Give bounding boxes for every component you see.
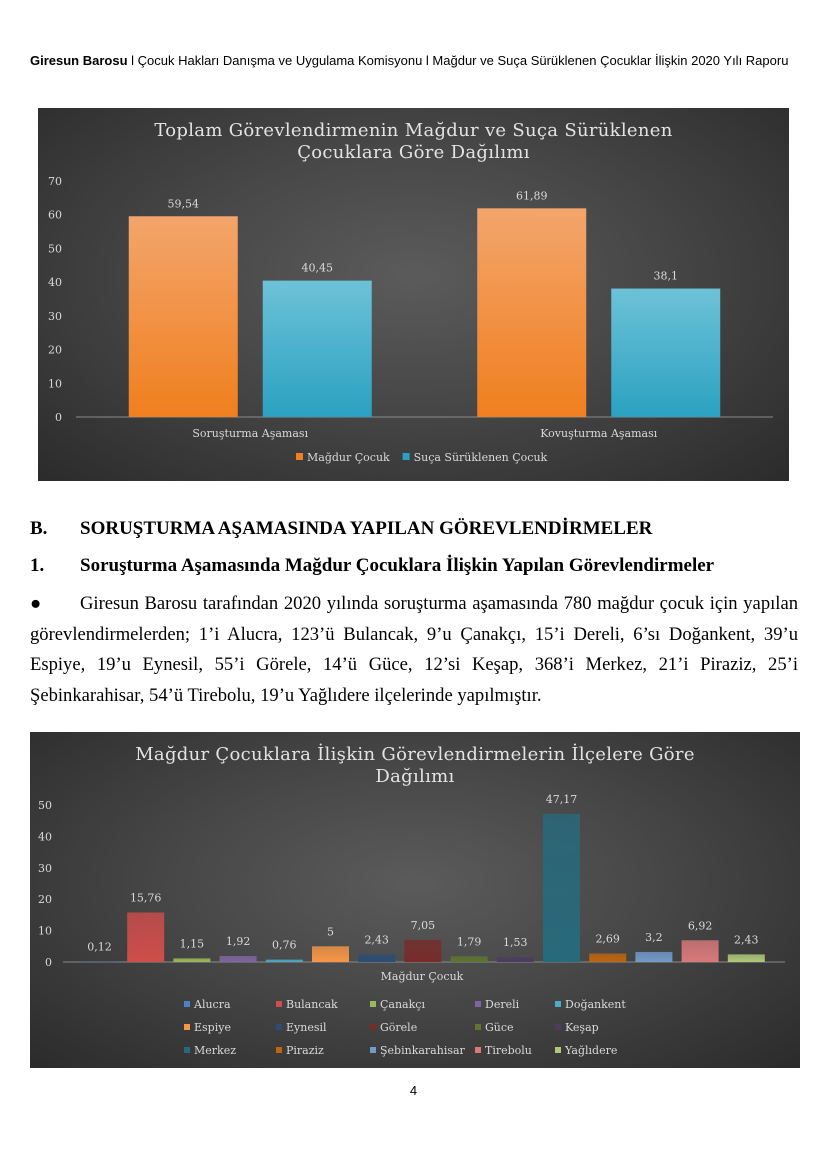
bar [682, 940, 719, 962]
x-category-label: Kovuşturma Aşaması [540, 427, 658, 440]
legend-swatch [475, 1024, 481, 1030]
chart2-title-line2: Dağılımı [375, 766, 455, 787]
data-label: 6,92 [687, 919, 713, 933]
chart-district-distribution [30, 732, 800, 1068]
legend-label: Bulancak [286, 998, 338, 1011]
legend-label: Şebinkarahisar [380, 1044, 465, 1057]
chart1-title-line1: Toplam Görevlendirmenin Mağdur ve Suça Sürüklenen [154, 120, 673, 141]
data-label: 2,43 [734, 933, 759, 947]
legend-label: Keşap [565, 1021, 599, 1034]
y-tick-label: 60 [48, 208, 62, 222]
data-label: 5 [327, 925, 334, 939]
data-label: 7,05 [410, 918, 436, 932]
legend-swatch [555, 1001, 561, 1007]
chart1-plot [38, 108, 789, 481]
y-tick-label: 0 [45, 956, 52, 969]
legend-label: Dereli [485, 998, 520, 1011]
legend-label: Merkez [194, 1044, 237, 1057]
paragraph-text: Giresun Barosu tarafından 2020 yılında soruşturma aşamasında 780 mağdur çocuk için yapılan görevlendirmelerden; 1’i Alucra, 123’ü Bulancak, 9’u Çanakçı, 15’i Dereli, 6’sı Doğankent, 39’u Espiye, 19’u Eynesil, 55’i Görele, 14’ü Güce, 12’si Keşap, 368’i Merkez, 21’i Piraziz, 25’i Şebinkarahisar, 54’ü Tirebolu, 19’u Yağlıdere ilçelerinde yapılmıştır. [30, 593, 798, 706]
data-label: 0,12 [87, 940, 112, 954]
legend-label: Görele [380, 1021, 418, 1034]
bar [611, 289, 720, 417]
y-tick-label: 50 [38, 799, 52, 812]
chart1-title-line2: Çocuklara Göre Dağılımı [297, 142, 530, 163]
legend-label: Espiye [194, 1021, 231, 1034]
legend-swatch [184, 1024, 190, 1030]
chart2-title-line1: Mağdur Çocuklara İlişkin Görevlendirmelerin İlçelere Göre [135, 744, 695, 765]
y-tick-label: 50 [48, 242, 62, 256]
data-label: 15,76 [129, 891, 162, 905]
y-tick-label: 40 [48, 276, 62, 290]
bar [358, 954, 395, 962]
legend-label: Çanakçı [380, 998, 425, 1011]
bar [173, 958, 210, 962]
section-b-number: B. [30, 518, 48, 539]
legend-swatch [184, 1047, 190, 1053]
legend-label: Tirebolu [485, 1044, 532, 1057]
data-label: 40,45 [301, 261, 333, 275]
header-org: Giresun Barosu [30, 53, 128, 68]
legend-label: Alucra [194, 998, 231, 1011]
data-label: 38,1 [653, 269, 678, 283]
legend-swatch [403, 453, 410, 460]
bar [129, 216, 238, 417]
legend-label: Eynesil [286, 1021, 327, 1034]
bullet-icon: ● [30, 593, 42, 614]
legend-swatch [475, 1001, 481, 1007]
legend-swatch [370, 1001, 376, 1007]
bar [266, 960, 303, 962]
bar [81, 962, 118, 963]
data-label: 2,43 [364, 933, 389, 947]
y-tick-label: 40 [38, 830, 52, 844]
page-header [30, 51, 800, 70]
data-label: 47,17 [545, 792, 578, 806]
header-text: l Çocuk Hakları Danışma ve Uygulama Komisyonu l Mağdur ve Suça Sürüklenen Çocuklar İlişkin 2020 Yılı Raporu [127, 53, 789, 68]
legend-swatch [296, 453, 303, 460]
bar [263, 281, 372, 417]
bar [220, 956, 257, 962]
y-tick-label: 0 [55, 411, 62, 424]
bar [728, 954, 765, 962]
legend-swatch [276, 1024, 282, 1030]
legend-swatch [370, 1024, 376, 1030]
y-tick-label: 20 [38, 893, 52, 907]
legend-swatch [184, 1001, 190, 1007]
data-label: 3,2 [645, 930, 663, 944]
legend-swatch [475, 1047, 481, 1053]
legend-label: Mağdur Çocuk [307, 451, 390, 464]
y-tick-label: 20 [48, 343, 62, 357]
section-1-title: Soruşturma Aşamasında Mağdur Çocuklara İlişkin Yapılan Görevlendirmeler [80, 555, 715, 576]
legend-swatch [276, 1047, 282, 1053]
data-label: 1,79 [456, 935, 482, 949]
y-tick-label: 30 [48, 309, 62, 323]
x-axis-title: Mağdur Çocuk [380, 970, 464, 983]
legend-label: Piraziz [286, 1044, 324, 1057]
legend-label: Yağlıdere [565, 1044, 618, 1057]
bar [635, 952, 672, 962]
legend-label: Suça Sürüklenen Çocuk [413, 451, 548, 464]
legend-swatch [370, 1047, 376, 1053]
chart-total-assignments [38, 108, 789, 481]
bar [589, 954, 626, 962]
data-label: 2,69 [595, 932, 620, 946]
y-tick-label: 70 [48, 175, 62, 188]
section-1-number: 1. [30, 555, 45, 576]
data-label: 1,15 [179, 937, 205, 951]
bar [312, 946, 349, 962]
data-label: 59,54 [167, 197, 199, 211]
section-b-title: SORUŞTURMA AŞAMASINDA YAPILAN GÖREVLENDİRMELER [80, 518, 653, 539]
legend-label: Güce [485, 1021, 514, 1034]
page-number: 4 [409, 1083, 418, 1098]
y-tick-label: 10 [48, 377, 62, 391]
bar [451, 956, 488, 962]
legend-label: Doğankent [565, 998, 626, 1011]
data-label: 1,92 [225, 934, 251, 948]
bar [127, 913, 164, 962]
y-tick-label: 10 [38, 924, 52, 938]
x-category-label: Soruşturma Aşaması [192, 427, 309, 440]
bar [404, 940, 441, 962]
bar [477, 208, 586, 417]
chart2-plot [30, 732, 800, 1068]
legend-swatch [555, 1024, 561, 1030]
data-label: 61,89 [516, 189, 548, 203]
body-paragraph [30, 589, 798, 711]
bar [543, 814, 580, 962]
legend-swatch [555, 1047, 561, 1053]
legend-swatch [276, 1001, 282, 1007]
data-label: 0,76 [272, 938, 297, 952]
data-label: 1,53 [503, 936, 528, 950]
y-tick-label: 30 [38, 861, 52, 875]
bar [497, 957, 534, 962]
